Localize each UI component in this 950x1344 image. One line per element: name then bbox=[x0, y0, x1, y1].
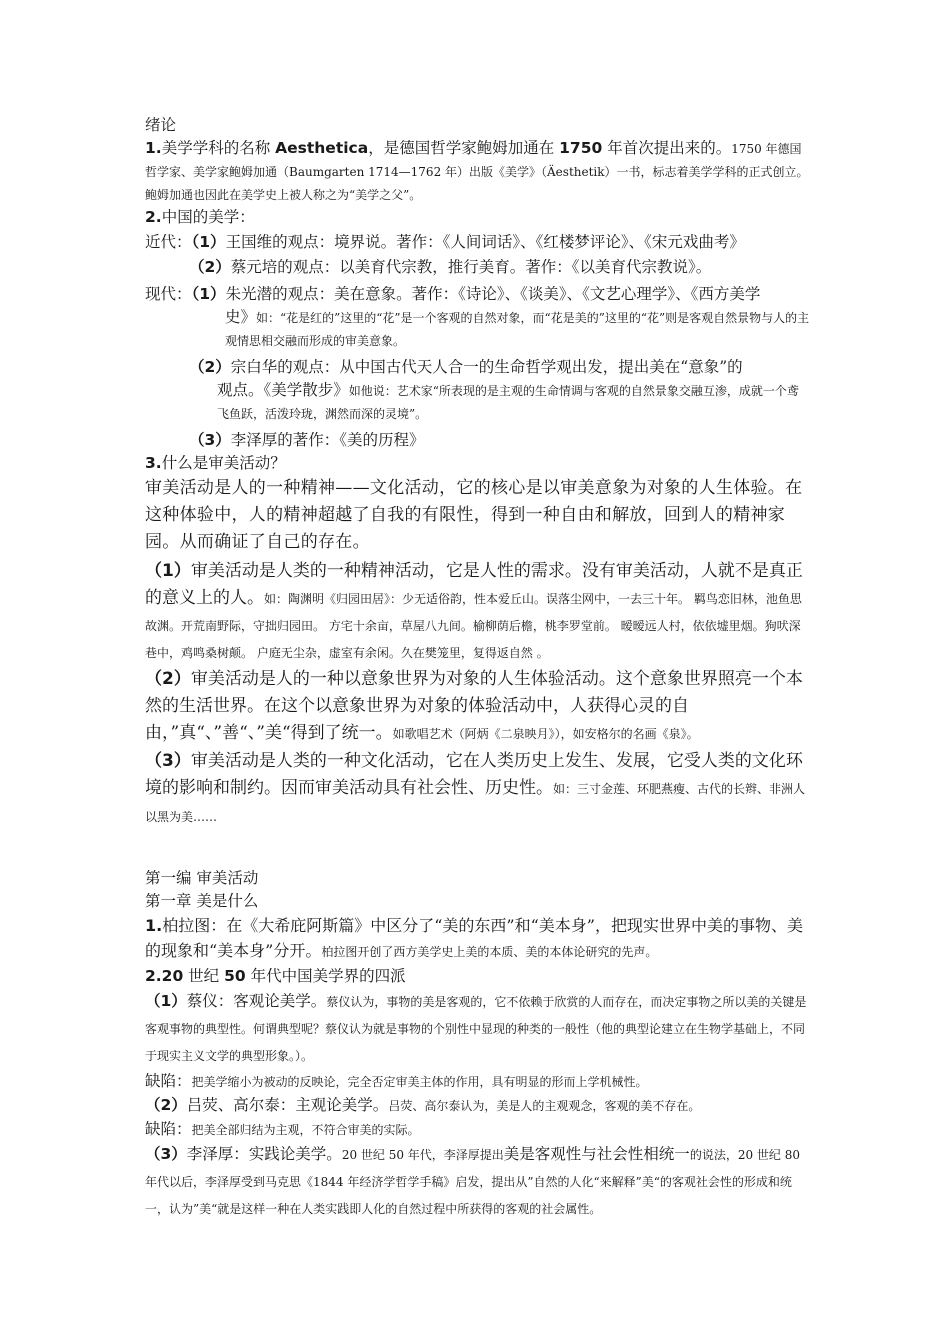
activity-3: （3）审美活动是人类的一种文化活动，它在人类历史上发生、发展，它受人类的文化环境的影响和制约。因而审美活动具有社会性、历史性。如：三寸金莲、环肥燕瘦、古代的长辫、非洲人以黑为美…… bbox=[145, 751, 806, 824]
spacer bbox=[145, 831, 810, 867]
contemporary-item-1-cont: 史》如：“花是红的”这里的“花”是一个客观的自然对象，而“花是美的”这里的“花”则是客观自然景物与人的主观情思相交融而形成的审美意象。 bbox=[225, 308, 810, 348]
school-2: （2）吕荧、高尔泰：主观论美学。吕荧、高尔泰认为，美是人的主观观念，客观的美不存在。 bbox=[145, 1096, 701, 1114]
term-aesthetica: Aesthetica bbox=[275, 139, 369, 157]
modern-item-2: （2）蔡元培的观点：以美育代宗教，推行美育。著作：《以美育代宗教说》。 bbox=[189, 258, 712, 276]
note: 如：陶渊明《归园田居》：少无适俗韵，性本爱丘山。误落尘网中，一去三十年。 羁鸟恋旧林，池鱼思故渊。开荒南野际，守拙归园田。 方宅十余亩，草屋八九间。榆柳荫后檐，桃李罗堂前。 暧暧远人村，依依墟里烟。狗吠深巷中，鸡鸣桑树颠。 户庭无尘杂，虚室有余闲。久在樊笼里，复得返自然 。 bbox=[145, 592, 802, 660]
school-1-flaw: 缺陷：把美学缩小为被动的反映论，完全否定审美主体的作用，具有明显的形而上学机械性。 bbox=[145, 1072, 648, 1090]
note: 如歌唱艺术（阿炳《二泉映月》），如安格尔的名画《泉》。 bbox=[392, 727, 699, 741]
activity-1: （1）审美活动是人类的一种精神活动，它是人性的需求。没有审美活动，人就不是真正的意义上的人。如：陶渊明《归园田居》：少无适俗韵，性本爱丘山。误落尘网中，一去三十年。 羁鸟恋旧林，池鱼思故渊。开荒南野际，守拙归园田。 方宅十余亩，草屋八九间。榆柳荫后檐，桃李罗堂前。 暧暧远人村，依依墟里烟。狗吠深巷中，鸡鸣桑树颠。 户庭无尘杂，虚室有余闲。久在樊笼里，复得返自然 。 bbox=[145, 561, 803, 660]
note: 如：“花是红的”这里的“花”是一个客观的自然对象，而“花是美的”这里的“花”则是客观自然景物与人的主观情思相交融而形成的审美意象。 bbox=[225, 311, 810, 348]
note: 柏拉图开创了西方美学史上美的本质、美的本体论研究的先声。 bbox=[321, 945, 658, 959]
school-2-flaw: 缺陷：把美全部归结为主观，不符合审美的实际。 bbox=[145, 1120, 420, 1138]
item-number: 1. bbox=[145, 139, 162, 157]
note: 1750 年德国哲学家、美学家鲍姆加通（Baumgarten 1714—1762 年）出版《美学》（Äesthetik）一书，标志着美学学科的正式创立。鲍姆加通也因此在美学史上被人称之为“美学之父”。 bbox=[145, 142, 809, 202]
chapter-item-2-title: 2.20 世纪 50 年代中国美学界的四派 bbox=[145, 967, 406, 985]
note: 如：三寸金莲、环肥燕瘦、古代的长辫、非洲人以黑为美…… bbox=[145, 782, 806, 824]
year: 1750 bbox=[559, 139, 603, 157]
note: 20 世纪 50 年代，李泽厚提出 bbox=[341, 1148, 504, 1162]
emphasis: 美是客观性与社会性相统一 bbox=[503, 1145, 690, 1163]
paragraph-3-body: 审美活动是人的一种精神——文化活动，它的核心是以审美意象为对象的人生体验。在这种体验中，人的精神超越了自我的有限性，得到一种自由和解放，回到人的精神家园。从而确证了自己的存在。 bbox=[145, 478, 803, 552]
chapter-item-1: 1.柏拉图：在《大希庇阿斯篇》中区分了“美的东西”和“美本身”，把现实世界中美的事物、美的现象和“美本身”分开。柏拉图开创了西方美学史上美的本质、美的本体论研究的先声。 bbox=[145, 916, 803, 960]
school-1: （1）蔡仪：客观论美学。蔡仪认为，事物的美是客观的，它不依赖于欣赏的人而存在，而决定事物之所以美的关键是客观事物的典型性。何谓典型呢？蔡仪认为就是事物的个别性中显现的种类的一般性（他的典型论建立在生物学基础上，不同于现实主义文学的典型形象。）。 bbox=[145, 992, 807, 1063]
section-heading-intro: 绪论 bbox=[145, 116, 177, 134]
school-3: （3）李泽厚：实践论美学。20 世纪 50 年代，李泽厚提出美是客观性与社会性相统一的说法，20 世纪 80 年代以后，李泽厚受到马克思《1844 年经济学哲学手稿》启发，提出从”自然的人化“来解释”美“的客观社会性的形成和统一，认为”美“就是这样一种在人类实践即人化的自然过程中所获得的客观的社会属性。 bbox=[145, 1145, 800, 1216]
contemporary-item-2-cont: 观点。《美学散步》如他说：艺术家“所表现的是主观的生命情调与客观的自然景象交融互渗，成就一个鸢飞鱼跃，活泼玲珑，渊然而深的灵境”。 bbox=[217, 381, 799, 421]
contemporary-item-1: 现代：（1）朱光潜的观点：美在意象。著作：《诗论》、《谈美》、《文艺心理学》、《西方美学 bbox=[145, 285, 761, 303]
modern-item-1: 近代：（1）王国维的观点：境界说。著作：《人间词话》、《红楼梦评论》、《宋元戏曲考》 bbox=[145, 233, 745, 251]
chapter-title: 第一章 美是什么 bbox=[145, 892, 259, 910]
part-title: 第一编 审美活动 bbox=[145, 869, 259, 887]
contemporary-item-2: （2）宗白华的观点：从中国古代天人合一的生命哲学观出发，提出美在“意象”的 bbox=[189, 358, 743, 376]
paragraph-3-title: 3.什么是审美活动？ bbox=[145, 454, 286, 472]
paragraph-1: 1.美学学科的名称 Aesthetica，是德国哲学家鲍姆加通在 1750 年首次提出来的。1750 年德国哲学家、美学家鲍姆加通（Baumgarten 1714—1762 年）出版《美学》（Äesthetik）一书，标志着美学学科的正式创立。鲍姆加通也因此在美学史上被人称之为“美学之父”。 bbox=[145, 139, 809, 202]
paragraph-2-title: 2.中国的美学： bbox=[145, 208, 255, 226]
note: 吕荧、高尔泰认为，美是人的主观观念，客观的美不存在。 bbox=[388, 1099, 701, 1113]
note: 的说法，20 世纪 80 年代以后，李泽厚受到马克思《1844 年经济学哲学手稿》启发，提出从”自然的人化“来解释”美“的客观社会性的形成和统一，认为”美“就是这样一种在人类实践即人化的自然过程中所获得的客观的社会属性。 bbox=[145, 1148, 800, 1216]
note: 如他说：艺术家“所表现的是主观的生命情调与客观的自然景象交融互渗，成就一个鸢飞鱼跃，活泼玲珑，渊然而深的灵境”。 bbox=[217, 384, 799, 421]
note: 蔡仪认为，事物的美是客观的，它不依赖于欣赏的人而存在，而决定事物之所以美的关键是客观事物的典型性。何谓典型呢？蔡仪认为就是事物的个别性中显现的种类的一般性（他的典型论建立在生物学基础上，不同于现实主义文学的典型形象。）。 bbox=[145, 995, 807, 1063]
contemporary-item-3: （3）李泽厚的著作：《美的历程》 bbox=[189, 431, 425, 449]
document-page bbox=[145, 114, 810, 1222]
activity-2: （2）审美活动是人的一种以意象世界为对象的人生体验活动。这个意象世界照亮一个本然的生活世界。在这个以意象世界为对象的体验活动中，人获得心灵的自由，”真“、”善“、”美“得到了统一。如歌唱艺术（阿炳《二泉映月》），如安格尔的名画《泉》。 bbox=[145, 669, 803, 743]
